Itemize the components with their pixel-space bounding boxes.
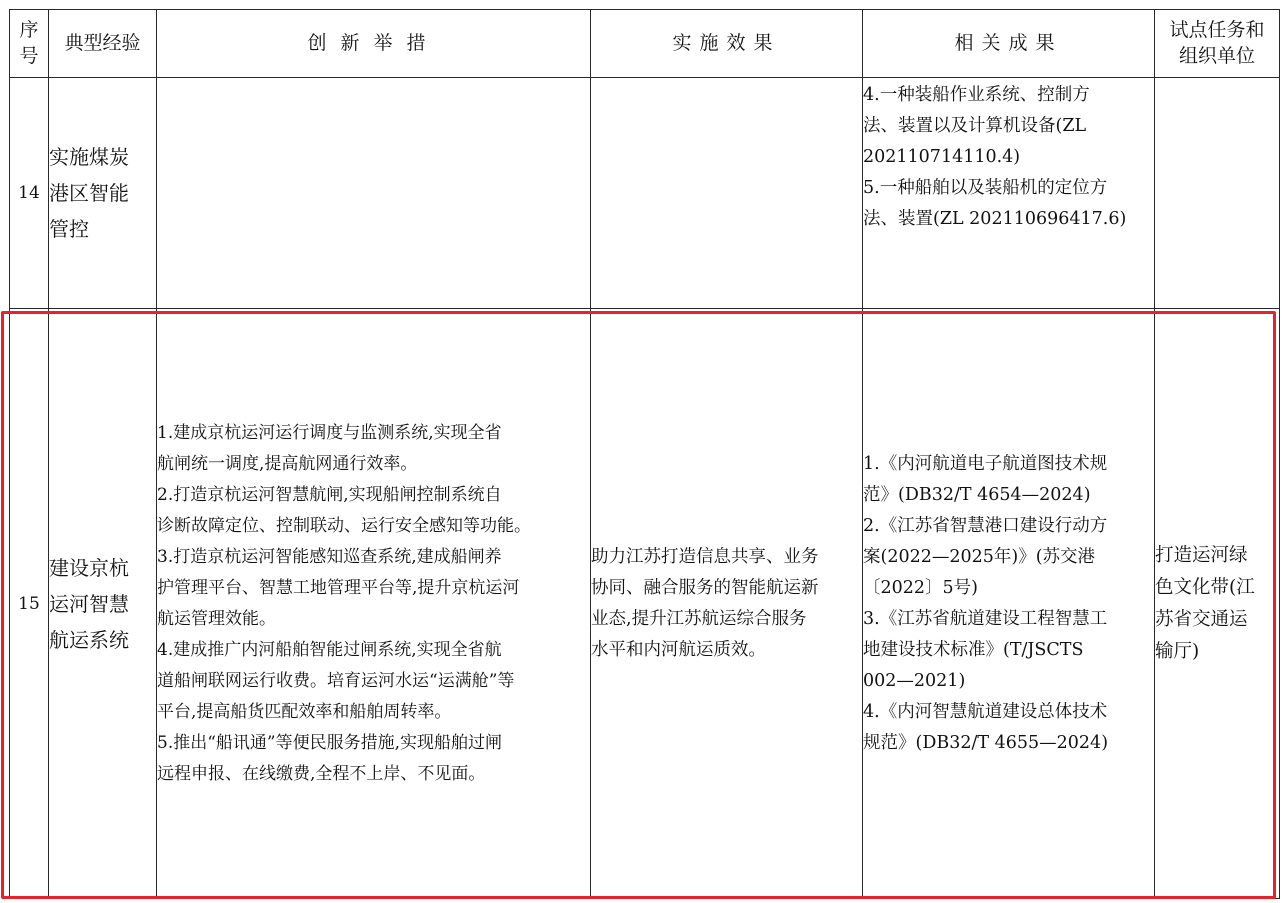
- header-results: 相关成果: [863, 10, 1155, 78]
- row-unit: [1155, 78, 1280, 309]
- row-measures: 1.建成京杭运河运行调度与监测系统,实现全省 航闸统一调度,提高航网通行效率。 2.打造京杭运河智慧航闸,实现船闸控制系统自 诊断故障定位、控制联动、运行安全感知等功能。 3.打造京杭运河智能感知巡查系统,建成船闸养 护管理平台、智慧工地管理平台等,提升京杭运河 航运管理效能。 4.建成推广内河船舶智能过闸系统,实现全省航 道船闸联网运行收费。培育运河水运“运满舱”等 平台,提高船货匹配效率和船舶周转率。 5.推出“船讯通”等便民服务措施,实现船舶过闸 远程申报、在线缴费,全程不上岸、不见面。: [157, 309, 591, 899]
- row-results: 1.《内河航道电子航道图技术规 范》(DB32/T 4654—2024) 2.《江苏省智慧港口建设行动方 案(2022—2025年)》(苏交港 〔2022〕5号) 3.《江苏省航道建设工程智慧工 地建设技术标准》(T/JSCTS 002—2021) 4.《内河智慧航道建设总体技术 规范》(DB32/T 4655—2024): [863, 309, 1155, 899]
- row-effect: 助力江苏打造信息共享、业务 协同、融合服务的智能航运新 业态,提升江苏航运综合服务 水平和内河航运质效。: [591, 309, 863, 899]
- header-index: 序 号: [10, 10, 49, 78]
- row-unit: 打造运河绿 色文化带(江 苏省交通运 输厅): [1155, 309, 1280, 899]
- row-effect: [591, 78, 863, 309]
- row-measures: [157, 78, 591, 309]
- row-index: 15: [10, 309, 49, 899]
- header-row: [10, 10, 1280, 78]
- header-unit: 试点任务和 组织单位: [1155, 10, 1280, 78]
- header-effect: 实施效果: [591, 10, 863, 78]
- header-experience: 典型经验: [49, 10, 157, 78]
- table-row: [10, 309, 1280, 899]
- row-experience: 建设京杭 运河智慧 航运系统: [49, 309, 157, 899]
- table-row: [10, 78, 1280, 309]
- row-results: 4.一种装船作业系统、控制方 法、装置以及计算机设备(ZL 202110714110.4) 5.一种船舶以及装船机的定位方 法、装置(ZL 202110696417.6): [863, 78, 1155, 309]
- document-table: [9, 9, 1280, 899]
- row-experience: 实施煤炭 港区智能 管控: [49, 78, 157, 309]
- header-measures: 创新举措: [157, 10, 591, 78]
- row-index: 14: [10, 78, 49, 309]
